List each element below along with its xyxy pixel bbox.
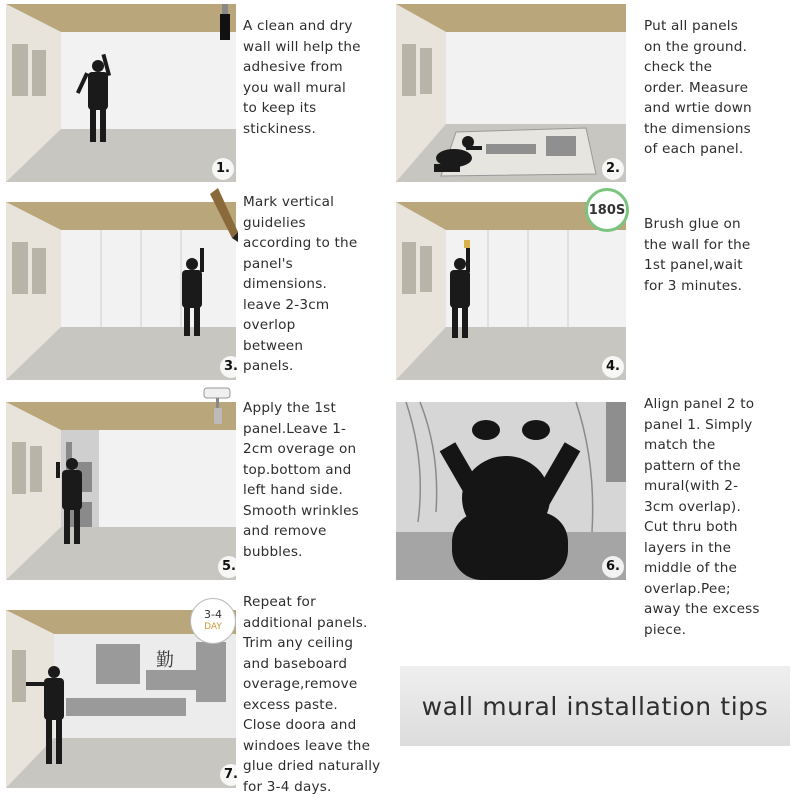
step-1-text: A clean and dry wall will help the adhesive from you wall mural to keep its stickiness.: [243, 18, 361, 137]
step-3-text: Mark vertical guidelies according to the panel's dimensions. leave 2-3cm overlop between panels.: [243, 194, 358, 374]
step-2-illustration: [396, 4, 626, 182]
step-7-number: 7.: [220, 764, 242, 786]
step-5-number: 5.: [218, 556, 240, 578]
step-3-number: 3.: [220, 356, 242, 378]
days-badge-unit: DAY: [204, 622, 222, 632]
step-5-illustration: [6, 402, 236, 580]
timer-badge: [585, 188, 629, 232]
step-6-illustration: [396, 402, 626, 580]
timer-badge-label: 180S: [588, 202, 626, 218]
step-5-text: Apply the 1st panel.Leave 1- 2cm overage on top.bottom and left hand side. Smooth wrinkles and remove bubbles.: [243, 400, 359, 560]
step-3-illustration: [6, 202, 236, 380]
installation-tips-banner: [400, 666, 790, 746]
step-2-text: Put all panels on the ground. check the order. Measure and wrtie down the dimensions of each panel.: [644, 18, 752, 157]
step-7-text: Repeat for additional panels. Trim any ceiling and baseboard overage,remove excess paste. Close doora and windoes leave the glue dried naturally for 3-4 days.: [243, 594, 381, 795]
step-4-number: 4.: [602, 356, 624, 378]
step-4-text: Brush glue on the wall for the 1st panel,wait for 3 minutes.: [644, 216, 751, 294]
step-1-illustration: [6, 4, 236, 182]
brush-icon: [218, 4, 232, 40]
paint-roller-icon: [200, 386, 240, 426]
step-6-number: 6.: [602, 556, 624, 578]
days-badge-number: 3-4: [204, 608, 222, 621]
step-4-illustration: [396, 202, 626, 380]
days-badge: [190, 598, 236, 644]
mural-caption: 勤: [156, 650, 174, 671]
pencil-icon: [206, 188, 240, 242]
step-6-text: Align panel 2 to panel 1. Simply match the pattern of the mural(with 2- 3cm overlap). Cut thru both layers in the middle of the overlap.Pee; away the excess piece.: [644, 396, 760, 638]
step-1-number: 1.: [212, 158, 234, 180]
step-2-number: 2.: [602, 158, 624, 180]
banner-title: wall mural installation tips: [421, 691, 769, 721]
